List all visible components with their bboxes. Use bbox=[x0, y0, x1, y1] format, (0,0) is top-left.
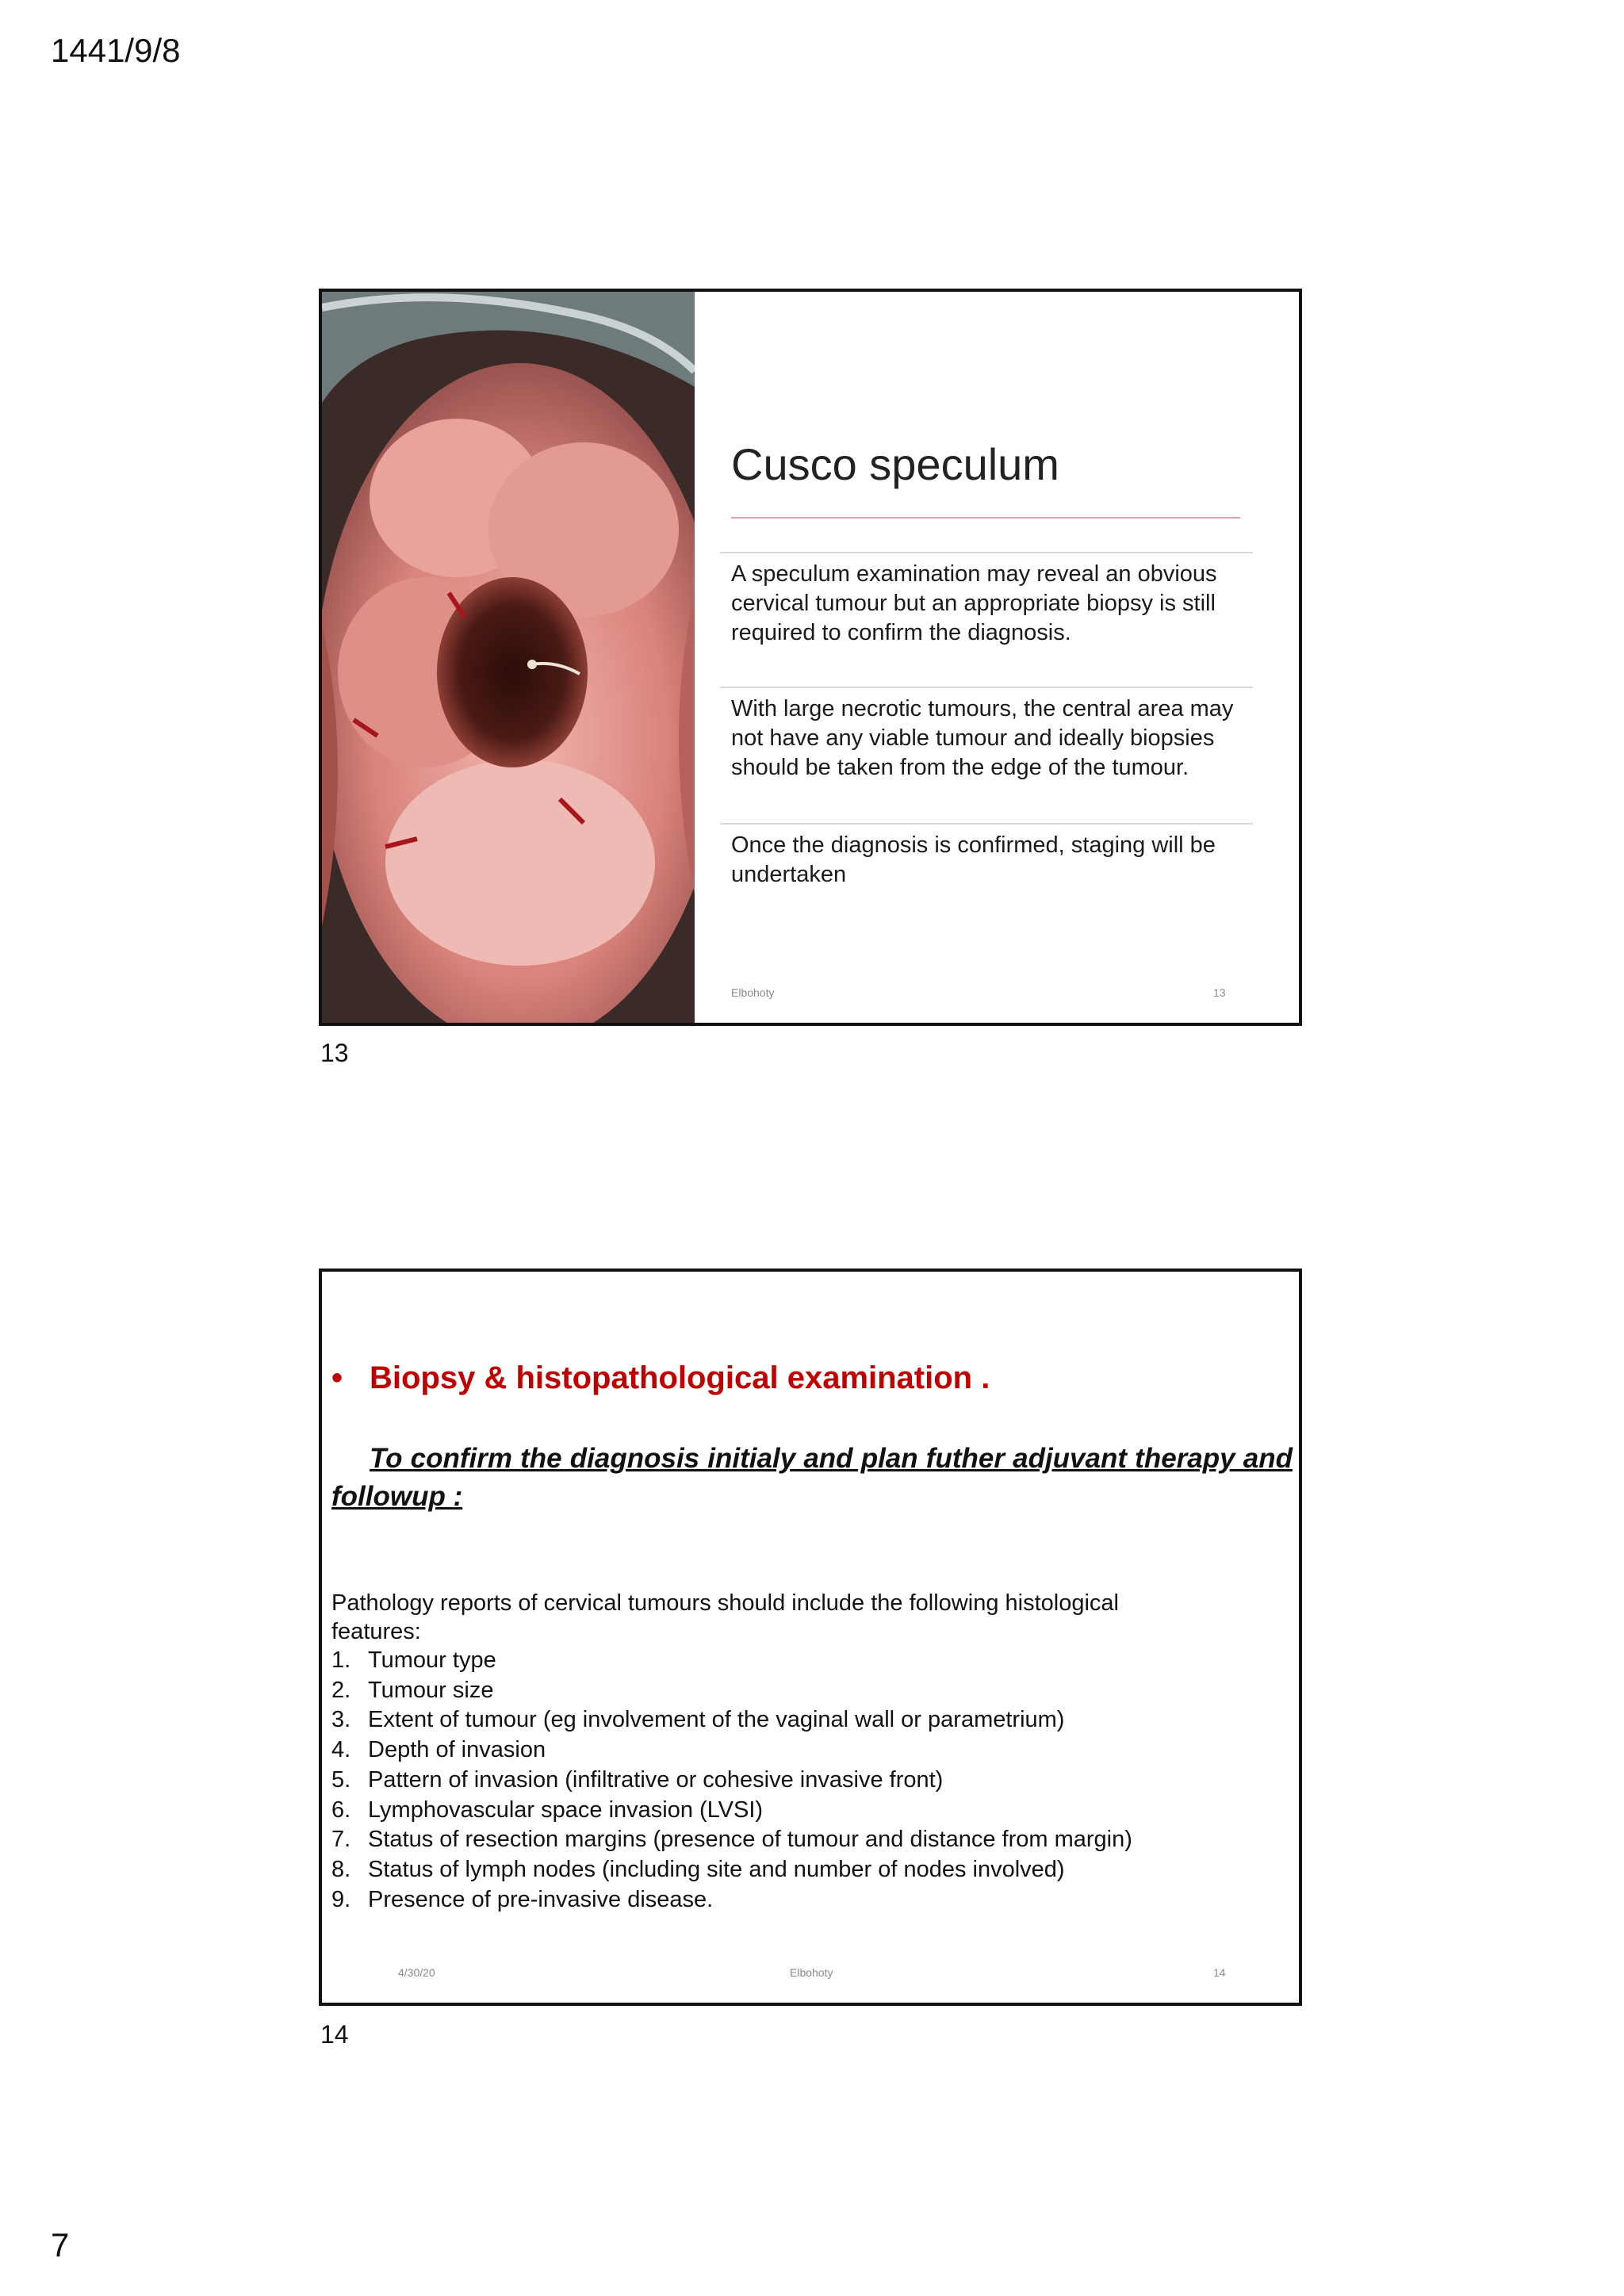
slide-13 bbox=[319, 289, 1302, 1026]
divider bbox=[720, 552, 1253, 553]
heading-text: Biopsy & histopathological examination . bbox=[370, 1360, 990, 1395]
slide-footer-number: 14 bbox=[1213, 1966, 1226, 1979]
list-item bbox=[331, 1766, 1132, 1796]
list-item-text: Pattern of invasion (infiltrative or cohesive invasive front) bbox=[368, 1766, 944, 1793]
list-item bbox=[331, 1705, 1132, 1735]
bullet: • bbox=[331, 1360, 343, 1395]
list-item-number: 6. bbox=[331, 1797, 351, 1823]
list-item-number: 4. bbox=[331, 1737, 351, 1763]
list-item bbox=[331, 1646, 1132, 1676]
list-item bbox=[331, 1796, 1132, 1826]
list-item-text: Lymphovascular space invasion (LVSI) bbox=[368, 1797, 764, 1823]
list-item bbox=[331, 1676, 1132, 1706]
slide-footer-author: Elbohoty bbox=[731, 986, 775, 999]
paragraph: Once the diagnosis is confirmed, staging will be undertaken bbox=[731, 832, 1216, 887]
list-item bbox=[331, 1825, 1132, 1855]
page-number: 7 bbox=[51, 2226, 70, 2263]
list-item-number: 9. bbox=[331, 1886, 351, 1912]
slide-14 bbox=[319, 1269, 1302, 2006]
list-item-text: Depth of invasion bbox=[368, 1737, 546, 1763]
slide-title: Cusco speculum bbox=[731, 439, 1059, 489]
list-item-number: 7. bbox=[331, 1827, 351, 1853]
list-item bbox=[331, 1735, 1132, 1766]
slide-subheading: To confirm the diagnosis initialy and plan futher adjuvant therapy and followup : bbox=[331, 1443, 1293, 1512]
slide-heading bbox=[331, 1360, 990, 1396]
slide-footer-number: 13 bbox=[1213, 986, 1226, 999]
list-item-text: Tumour type bbox=[368, 1647, 496, 1673]
list-item-number: 2. bbox=[331, 1677, 351, 1703]
title-underline bbox=[731, 517, 1240, 519]
slide-label: 14 bbox=[320, 2020, 349, 2049]
slide-label: 13 bbox=[320, 1039, 349, 1067]
divider bbox=[720, 687, 1253, 688]
list-item-text: Tumour size bbox=[368, 1677, 494, 1703]
list-item bbox=[331, 1855, 1132, 1885]
list-item-number: 3. bbox=[331, 1707, 351, 1733]
slide-footer-author: Elbohoty bbox=[790, 1966, 833, 1979]
divider bbox=[720, 823, 1253, 825]
list-item-text: Status of lymph nodes (including site and number of nodes involved) bbox=[368, 1856, 1065, 1882]
list-item-number: 5. bbox=[331, 1766, 351, 1793]
speculum-photo bbox=[322, 292, 695, 1026]
feature-list bbox=[331, 1646, 1132, 1915]
paragraph: A speculum examination may reveal an obvious cervical tumour but an appropriate biopsy is still required to confirm the diagnosis. bbox=[731, 561, 1217, 645]
list-item-text: Extent of tumour (eg involvement of the vaginal wall or parametrium) bbox=[368, 1707, 1065, 1733]
paragraph: With large necrotic tumours, the central area may not have any viable tumour and ideally biopsies should be taken from the edge of the tumour. bbox=[731, 696, 1234, 780]
list-item-text: Presence of pre-invasive disease. bbox=[368, 1886, 714, 1912]
intro-text: Pathology reports of cervical tumours should include the following histological features: bbox=[331, 1590, 1119, 1644]
list-item-number: 8. bbox=[331, 1856, 351, 1882]
slide-footer-date: 4/30/20 bbox=[398, 1966, 435, 1979]
list-item bbox=[331, 1885, 1132, 1915]
list-item-text: Status of resection margins (presence of tumour and distance from margin) bbox=[368, 1827, 1132, 1853]
list-item-number: 1. bbox=[331, 1647, 351, 1673]
header-date: 1441/9/8 bbox=[51, 32, 181, 69]
